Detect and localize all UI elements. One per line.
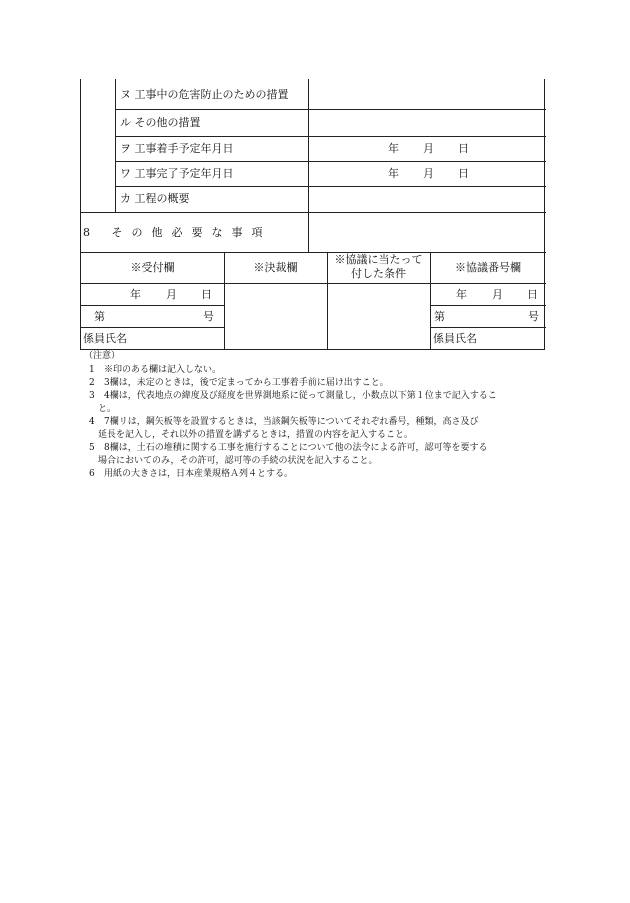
row-divider	[81, 283, 546, 284]
note-text: 4欄は，代表地点の緯度及び経度を世界測地系に従って測量し，小数点以下第１位まで記入するこ	[104, 391, 497, 401]
row-label-ka: カ 工程の概要	[120, 192, 190, 205]
row-divider	[430, 327, 546, 328]
consult-day-label: 日	[527, 288, 538, 301]
reception-day-label: 日	[201, 288, 212, 301]
note-text: 7欄リは，鋼矢板等を設置するときは，当該鋼矢板等についてそれぞれ番号，種類，高さ及び	[104, 417, 479, 427]
note-number: 2	[89, 378, 95, 388]
row-label-nu: ヌ 工事中の危害防止のための措置	[120, 88, 289, 101]
start-month-label: 月	[423, 142, 434, 155]
form-table	[80, 79, 545, 350]
column-divider	[308, 79, 309, 252]
consult-month-label: 月	[492, 288, 503, 301]
row-divider	[81, 252, 546, 253]
row-divider	[81, 327, 224, 328]
reception-staff-name: 係員氏名	[83, 332, 127, 345]
note-number: 5	[89, 443, 95, 453]
note-number: 3	[89, 391, 95, 401]
note-number: 4	[89, 417, 95, 427]
conditions-header-line1: ※協議に当たって	[334, 253, 423, 266]
note-number: 6	[89, 469, 95, 479]
consult-year-label: 年	[456, 288, 467, 301]
row-label-other: 8 その他必要な事項	[83, 226, 272, 239]
row-label-wa: ワ 工事完了予定年月日	[120, 167, 234, 180]
note-text: 8欄は，土石の堆積に関する工事を施行することについて他の法令による許可，認可等を要する	[104, 443, 488, 453]
reception-number-prefix: 第	[94, 310, 105, 323]
note-number: 1	[89, 365, 95, 375]
row-divider	[115, 186, 546, 187]
note-text: ※印のある欄は記入しない。	[104, 365, 222, 375]
row-divider	[115, 161, 546, 162]
start-year-label: 年	[388, 142, 399, 155]
note-text: 延長を記入し，それ以外の措置を講ずるときは，措置の内容を記入すること。	[98, 430, 414, 440]
reception-year-label: 年	[130, 288, 141, 301]
consult-number-prefix: 第	[434, 310, 445, 323]
end-day-label: 日	[458, 167, 469, 180]
row-label-wo: ヲ 工事着手予定年月日	[120, 142, 234, 155]
reception-header: ※受付欄	[130, 261, 175, 274]
note-text: 場合においてのみ，その許可，認可等の手続の状況を記入すること。	[98, 456, 378, 466]
reception-number-suffix: 号	[203, 310, 214, 323]
note-text: 3欄は，未定のときは，後で定まってから工事着手前に届け出すこと。	[104, 378, 389, 388]
reception-month-label: 月	[166, 288, 177, 301]
consult-number-suffix: 号	[528, 310, 539, 323]
note-text: と。	[98, 404, 117, 414]
row-divider	[430, 305, 546, 306]
consult-number-header: ※協議番号欄	[455, 261, 521, 274]
end-year-label: 年	[388, 167, 399, 180]
start-day-label: 日	[458, 142, 469, 155]
notes-title: （注意）	[84, 351, 121, 361]
row-divider	[115, 109, 546, 110]
conditions-header-line2: 付した条件	[351, 267, 406, 280]
decision-header: ※決裁欄	[253, 261, 298, 274]
row-divider	[81, 212, 546, 213]
column-divider	[115, 79, 116, 212]
end-month-label: 月	[423, 167, 434, 180]
note-text: 用紙の大きさは，日本産業規格Ａ列４とする。	[104, 469, 294, 479]
consult-staff-name: 係員氏名	[433, 332, 477, 345]
row-label-ru: ル その他の措置	[120, 116, 201, 129]
row-divider	[115, 136, 546, 137]
row-divider	[81, 305, 224, 306]
